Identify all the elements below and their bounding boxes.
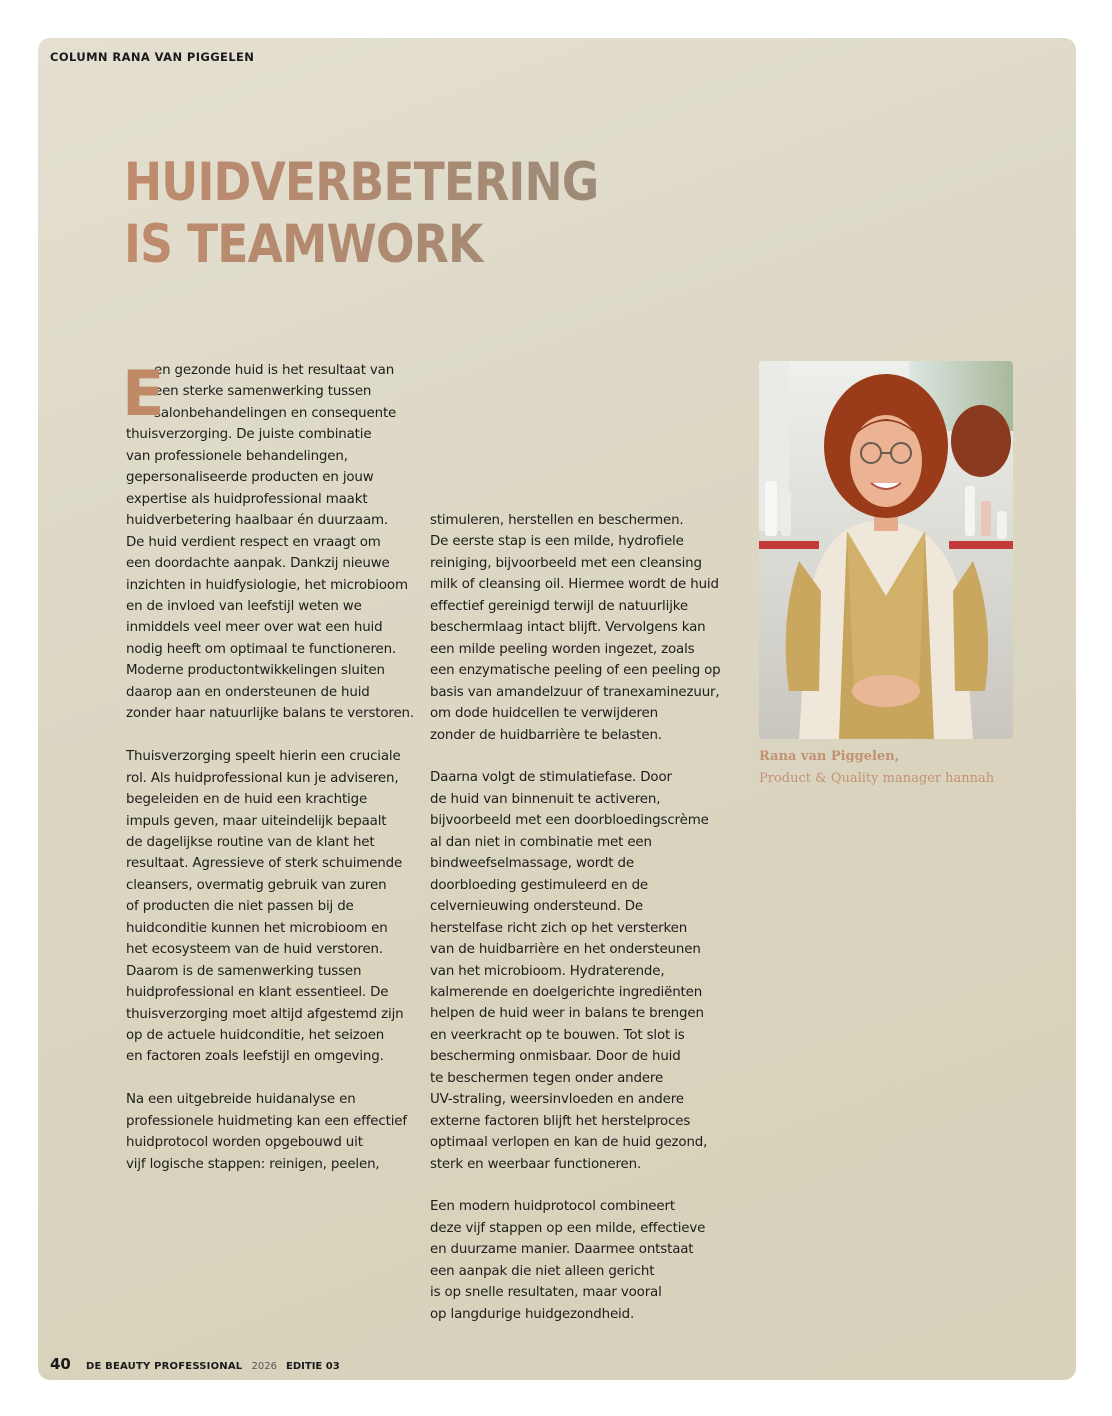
article-text-line: herstelfase richt zich op het versterken — [430, 920, 688, 936]
article-text-line: een doordachte aanpak. Dankzij nieuwe — [126, 556, 390, 572]
article-text-line: doorbloeding gestimuleerd en de — [430, 877, 649, 893]
article-headline — [124, 152, 598, 276]
article-text-line: een enzymatische peeling of een peeling op — [430, 663, 721, 679]
paragraph-gap — [126, 725, 416, 746]
article-text-line: milk of cleansing oil. Hiermee wordt de huid — [430, 577, 719, 593]
paragraph-gap — [430, 1175, 720, 1196]
article-text-line: impuls geven, maar uiteindelijk bepaalt — [126, 813, 387, 829]
article-text-line: een milde peeling worden ingezet, zoals — [430, 641, 695, 657]
article-text-line: sterk en weerbaar functioneren. — [430, 1156, 642, 1172]
article-text-line: professionele huidmeting kan een effectief — [126, 1113, 407, 1129]
article-text-line: Moderne productontwikkelingen sluiten — [126, 663, 385, 679]
article-text-line: Daarna volgt de stimulatiefase. Door — [430, 770, 672, 786]
article-text-line: basis van amandelzuur of tranexaminezuur, — [430, 684, 720, 700]
article-text-line: bescherming onmisbaar. Door de huid — [430, 1049, 681, 1065]
article-column-2 — [430, 510, 720, 1325]
article-text-line: huidprofessional en klant essentieel. De — [126, 985, 389, 1001]
paragraph-gap — [430, 746, 720, 767]
headline-line-1: HUIDVERBETERING — [124, 152, 599, 213]
article-text-line: huidconditie kunnen het microbioom en — [126, 920, 388, 936]
caption-name: Rana van Piggelen, — [759, 749, 900, 764]
page-number: 40 — [50, 1355, 71, 1373]
article-text-line: het ecosysteem van de huid verstoren. — [126, 942, 383, 958]
article-text-line: of producten die niet passen bij de — [126, 899, 354, 915]
article-text-line: externe factoren blijft het herstelproces — [430, 1113, 691, 1129]
article-text-line: expertise als huidprofessional maakt — [126, 491, 368, 507]
article-text-line: en de invloed van leefstijl weten we — [126, 598, 362, 614]
article-text-line: op de actuele huidconditie, het seizoen — [126, 1028, 385, 1044]
article-text-line: beschermlaag intact blijft. Vervolgens kan — [430, 620, 706, 636]
article-text-line: rol. Als huidprofessional kun je adviseren, — [126, 770, 399, 786]
article-text-line: thuisverzorging. De juiste combinatie — [126, 427, 372, 443]
article-text-line: en factoren zoals leefstijl en omgeving. — [126, 1049, 384, 1065]
article-text-line: huidverbetering haalbaar én duurzaam. — [126, 513, 389, 529]
article-text-line: zonder haar natuurlijke balans te verstoren. — [126, 706, 415, 722]
article-text-line: huidprotocol worden opgebouwd uit — [126, 1135, 363, 1151]
page-footer — [50, 1354, 340, 1373]
article-text-line: optimaal verlopen en kan de huid gezond, — [430, 1135, 708, 1151]
drop-cap: E — [122, 357, 165, 430]
issue-year: 2026 — [251, 1361, 277, 1372]
article-text-line: celvernieuwing ondersteund. De — [430, 899, 644, 915]
article-text-line: al dan niet in combinatie met een — [430, 834, 652, 850]
article-text-line: om dode huidcellen te verwijderen — [430, 706, 658, 722]
caption-role: Product & Quality manager hannah — [759, 770, 995, 786]
article-text-line: inzichten in huidfysiologie, het microbioom — [126, 577, 408, 593]
article-text-line: stimuleren, herstellen en beschermen. — [430, 513, 684, 528]
article-column-1 — [122, 357, 416, 1175]
article-text-line: Na een uitgebreide huidanalyse en — [126, 1092, 356, 1108]
article-text-line: een aanpak die niet alleen gericht — [430, 1263, 655, 1279]
article-text-line: en gezonde huid is het resultaat van — [154, 363, 395, 378]
article-text-line: bindweefselmassage, wordt de — [430, 856, 634, 872]
article-text-line: De eerste stap is een milde, hydrofiele — [430, 534, 684, 550]
article-text-line: begeleiden en de huid een krachtige — [126, 792, 368, 808]
article-text-line: van professionele behandelingen, — [126, 448, 348, 464]
article-text-line: is op snelle resultaten, maar vooral — [430, 1285, 662, 1301]
article-text-line: inmiddels veel meer over wat een huid — [126, 620, 383, 636]
article-text-line: cleansers, overmatig gebruik van zuren — [126, 877, 387, 893]
article-text-line: en veerkracht op te bouwen. Tot slot is — [430, 1027, 685, 1043]
article-text-line: zonder de huidbarrière te belasten. — [430, 727, 662, 743]
article-text-line: op langdurige huidgezondheid. — [430, 1306, 635, 1322]
article-text-line: salonbehandelingen en consequente — [154, 405, 397, 421]
article-text-line: daarop aan en ondersteunen de huid — [126, 684, 370, 700]
magazine-name: DE BEAUTY PROFESSIONAL — [85, 1361, 243, 1372]
author-photo — [759, 361, 1013, 739]
article-text-line: Thuisverzorging speelt hierin een cruciale — [126, 749, 401, 765]
article-text-line: kalmerende en doelgerichte ingrediënten — [430, 984, 703, 1000]
article-text-line: gepersonaliseerde producten en jouw — [126, 470, 374, 486]
article-text-line: van het microbioom. Hydraterende, — [430, 963, 665, 979]
article-text-line: helpen de huid weer in balans te brengen — [430, 1006, 704, 1022]
article-text-line: UV-straling, weersinvloeden en andere — [430, 1092, 684, 1108]
article-text-line: vijf logische stappen: reinigen, peelen, — [126, 1156, 380, 1172]
article-text-line: en duurzame manier. Daarmee ontstaat — [430, 1242, 694, 1258]
headline-line-2: IS TEAMWORK — [124, 214, 483, 275]
article-text-line: te beschermen tegen onder andere — [430, 1070, 664, 1086]
article-text-line: Daarom is de samenwerking tussen — [126, 963, 362, 979]
issue-number: EDITIE 03 — [286, 1361, 340, 1372]
article-text-line: De huid verdient respect en vraagt om — [126, 534, 381, 550]
article-text-line: Een modern huidprotocol combineert — [430, 1199, 675, 1215]
photo-caption — [759, 746, 994, 789]
article-text-line: thuisverzorging moet altijd afgestemd zijn — [126, 1006, 404, 1022]
article-text-line: resultaat. Agressieve of sterk schuimende — [126, 856, 403, 872]
article-text-line: effectief gereinigd terwijl de natuurlijke — [430, 598, 688, 614]
article-text-line: deze vijf stappen op een milde, effectieve — [430, 1220, 706, 1236]
article-text-line: de dagelijkse routine van de klant het — [126, 834, 375, 850]
paragraph-gap — [126, 1068, 416, 1089]
article-text-line: nodig heeft om optimaal te functioneren. — [126, 641, 397, 657]
article-text-line: bijvoorbeeld met een doorbloedingscrème — [430, 813, 709, 829]
magazine-page — [38, 38, 1076, 1380]
column-kicker: COLUMN RANA VAN PIGGELEN — [50, 50, 255, 64]
article-text-line: een sterke samenwerking tussen — [154, 384, 372, 400]
article-text-line: reiniging, bijvoorbeeld met een cleansing — [430, 555, 702, 571]
article-text-line: de huid van binnenuit te activeren, — [430, 791, 661, 807]
author-portrait-illustration — [759, 361, 1013, 739]
article-text-line: van de huidbarrière en het ondersteunen — [430, 942, 701, 958]
